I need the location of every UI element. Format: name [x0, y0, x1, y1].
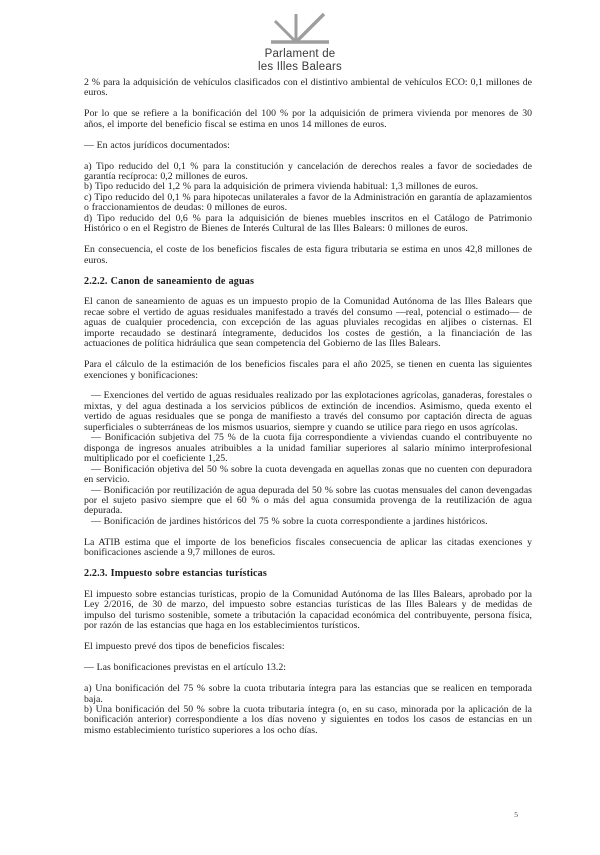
list-item-b-reduced-rate: b) Tipo reducido del 1,2 % para la adquisición de primera vivienda habitual: 1,3 millones de euros. — [84, 181, 479, 193]
org-name-line2: les Illes Balears — [258, 60, 342, 73]
paragraph-two-benefit-types: El impuesto prevé dos tipos de beneficios fiscales: — [84, 641, 285, 653]
paragraph-2025-estimate-intro: Para el cálculo de la estimación de los beneficios fiscales para el año 2025, se tienen en cuenta las siguientes exenciones y bonificaciones: — [84, 359, 532, 381]
paragraph-first-home-bonus: Por lo que se refiere a la bonificación del 100 % por la adquisición de primera vivienda por menores de 30 años, el importe del beneficio fiscal se estima en unos 14 millones de euros. — [84, 108, 532, 130]
list-item-reuse-bonus: — Bonificación por reutilización de agua depurada del 50 % sobre las cuotas mensuales del canon devengadas por el sujeto pasivo siempre que el 60 % o más del agua consumida provenga de la reutilización de agua depurada. — [84, 484, 532, 517]
list-item-b-long-stays: b) Una bonificación del 50 % sobre la cuota tributaria íntegra (o, en su caso, minorada por la aplicación de la bonificación anterior) correspondiente a los días noveno y siguientes en todos los casos de estancias en un mismo establecimiento turístico superiores a los ocho días. — [84, 703, 532, 736]
document-header — [0, 10, 600, 73]
page-number: 5 — [514, 810, 518, 819]
list-item-exemptions: — Exenciones del vertido de aguas residuales realizado por las explotaciones agrícolas, ganaderas, forestales o mixtas, y del agua destinada a los servicios públicos de extinción de incendios. Asimismo, queda exento el vertido de aguas residuales que se ponga de manifiesto a través del consumo por captación directa de aguas superficiales o subterráneas de los mismos usuarios, siempre y cuando se utilice para riego en usos agrícolas. — [84, 390, 532, 433]
paragraph-article-13-2: — Las bonificaciones previstas en el artículo 13.2: — [84, 662, 286, 674]
paragraph-atib-estimate: La ATIB estima que el importe de los beneficios fiscales consecuencia de aplicar las citadas exenciones y bonificaciones asciende a 9,7 millones de euros. — [84, 536, 532, 559]
paragraph-eco-vehicles: 2 % para la adquisición de vehículos clasificados con el distintivo ambiental de vehículos ECO: 0,1 millones de euros. — [84, 77, 532, 99]
parliament-logo-icon — [268, 10, 332, 48]
paragraph-total-cost: En consecuencia, el coste de los beneficios fiscales de esta figura tributaria se estima en unos 42,8 millones de euros. — [84, 244, 532, 266]
list-item-c-reduced-rate: c) Tipo reducido del 0,1 % para hipotecas unilaterales a favor de la Administración en garantía de aplazamientos o fraccionamientos de deudas: 0 millones de euros. — [84, 191, 532, 214]
section-heading-2-2-2: 2.2.2. Canon de saneamiento de aguas — [84, 275, 255, 287]
document-body — [84, 78, 532, 736]
list-item-a-reduced-rate: a) Tipo reducido del 0,1 % para la constitución y cancelación de derechos reales a favor de sociedades de garantía recíproca: 0,2 millones de euros. — [84, 160, 532, 183]
paragraph-legal-acts-intro: — En actos jurídicos documentados: — [84, 139, 230, 151]
paragraph-canon-description: El canon de saneamiento de aguas es un impuesto propio de la Comunidad Autónoma de las Illes Balears que recae sobre el vertido de aguas residuales manifestado a través del consumo —real, potencial o estimado— de aguas de cualquier procedencia, con excepción de las aguas pluviales recogidas en aljibes o cisternas. El importe recaudado se destinará íntegramente, deducidos los costes de gestión, a la financiación de las actuaciones de política hidráulica que sean competencia del Gobierno de las Illes Balears. — [84, 296, 532, 350]
org-name-line1: Parlament de — [264, 48, 336, 60]
section-heading-2-2-3: 2.2.3. Impuesto sobre estancias turísticas — [84, 568, 267, 580]
list-item-d-reduced-rate: d) Tipo reducido del 0,6 % para la adquisición de bienes muebles inscritos en el Catálogo de Patrimonio Histórico o en el Registro de Bienes de Interés Cultural de las Illes Balears: 0 millones de euros. — [84, 212, 532, 235]
paragraph-tourist-tax: El impuesto sobre estancias turísticas, propio de la Comunidad Autónoma de las Illes Balears, aprobado por la Ley 2/2016, de 30 de marzo, del impuesto sobre estancias turísticas de las Illes Balears y de medidas de impulso del turismo sostenible, somete a tributación la capacidad económica del contribuyente, persona física, por razón de las estancias que haga en los establecimientos turísticos. — [84, 589, 532, 632]
list-item-subjective-bonus: — Bonificación subjetiva del 75 % de la cuota fija correspondiente a viviendas cuando el contribuyente no disponga de ingresos anuales atribuibles a la unidad familiar superiores al salario mínimo interprofesional multiplicado por el coeficiente 1,25. — [84, 432, 532, 465]
list-item-objective-bonus: — Bonificación objetiva del 50 % sobre la cuota devengada en aquellas zonas que no cuenten con depuradora en servicio. — [84, 463, 532, 486]
list-item-gardens-bonus: — Bonificación de jardines históricos del 75 % sobre la cuota correspondiente a jardines históricos. — [91, 515, 488, 527]
list-item-a-low-season: a) Una bonificación del 75 % sobre la cuota tributaria íntegra para las estancias que se realicen en temporada baja. — [84, 683, 532, 705]
